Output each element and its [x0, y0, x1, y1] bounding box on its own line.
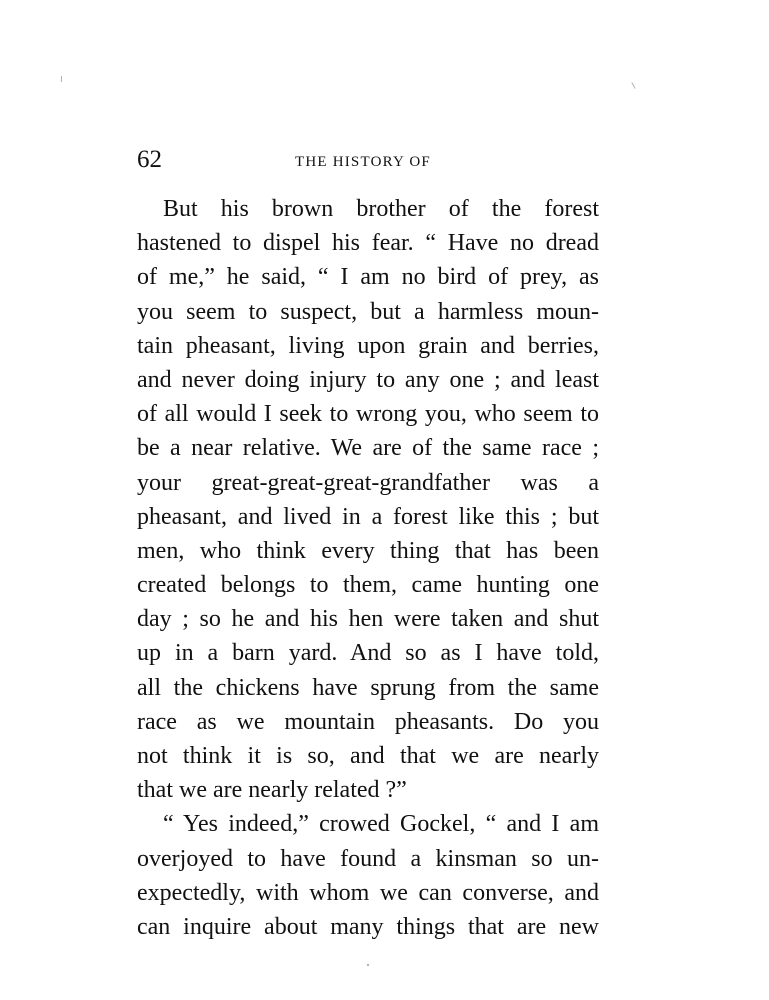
text-line: hastened to dispel his fear. “ Have no dread: [137, 230, 599, 257]
text-line: be a near relative. We are of the same race ;: [137, 435, 599, 462]
page-number: 62: [137, 146, 162, 173]
text-line: “ Yes indeed,” crowed Gockel, “ and I am: [163, 811, 599, 838]
text-line: of all would I seek to wrong you, who seem to: [137, 401, 599, 428]
running-head: THE HISTORY OF: [295, 154, 431, 170]
text-line: But his brown brother of the forest: [163, 196, 599, 222]
text-line: you seem to suspect, but a harmless moun-: [137, 298, 599, 325]
text-line: of me,” he said, “ I am no bird of prey, as: [137, 264, 599, 291]
text-line: pheasant, and lived in a forest like this ; but: [137, 503, 599, 530]
text-line: your great-great-great-grandfather was a: [137, 469, 599, 496]
text-line: race as we mountain pheasants. Do you: [137, 708, 599, 735]
scan-speck: [61, 76, 62, 82]
text-line: all the chickens have sprung from the same: [137, 674, 599, 701]
text-line: created belongs to them, came hunting one: [137, 572, 599, 599]
text-line: can inquire about many things that are new: [137, 913, 599, 940]
text-line: expectedly, with whom we can converse, and: [137, 879, 599, 906]
text-line: that we are nearly related ?”: [137, 777, 407, 804]
text-line: up in a barn yard. And so as I have told,: [137, 640, 599, 667]
scan-speck: [367, 964, 369, 966]
text-line: day ; so he and his hen were taken and shut: [137, 606, 599, 633]
text-line: not think it is so, and that we are nearly: [137, 743, 599, 769]
page-header: [137, 146, 599, 178]
body-text: [137, 192, 599, 944]
text-line: men, who think every thing that has been: [137, 537, 599, 564]
text-line: tain pheasant, living upon grain and berries,: [137, 332, 599, 359]
text-line: overjoyed to have found a kinsman so un-: [137, 845, 599, 872]
text-line: and never doing injury to any one ; and least: [137, 366, 599, 393]
scan-speck: [631, 82, 635, 89]
